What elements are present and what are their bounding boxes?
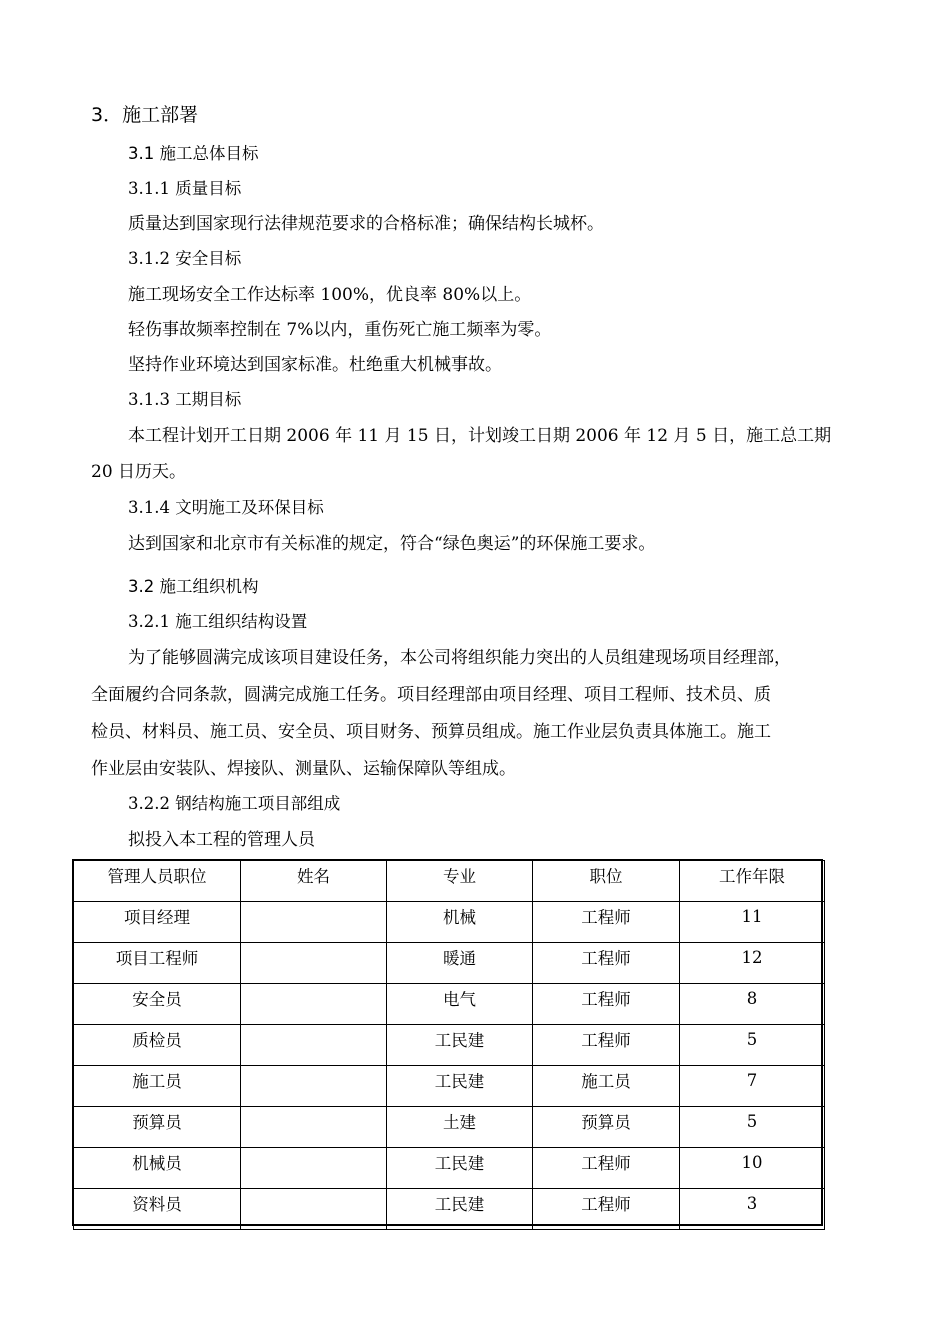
cell-years: 8 xyxy=(680,984,825,1025)
cell-specialty: 电气 xyxy=(387,984,533,1025)
table-row xyxy=(74,984,825,1025)
cell-position: 安全员 xyxy=(74,984,241,1025)
cell-name xyxy=(241,1066,387,1107)
cell-name xyxy=(241,943,387,984)
paragraph-staff-intro: 拟投入本工程的管理人员 xyxy=(128,830,315,850)
cell-years: 3 xyxy=(680,1189,825,1230)
cell-position: 预算员 xyxy=(74,1107,241,1148)
heading-3-2-2: 3.2.2 钢结构施工项目部组成 xyxy=(128,794,341,813)
table-row xyxy=(74,1107,825,1148)
cell-title: 工程师 xyxy=(533,943,680,984)
staff-table xyxy=(73,860,825,1230)
heading-3-2-1: 3.2.1 施工组织结构设置 xyxy=(128,612,308,631)
cell-name xyxy=(241,902,387,943)
cell-title: 工程师 xyxy=(533,984,680,1025)
cell-position: 资料员 xyxy=(74,1189,241,1230)
cell-title: 工程师 xyxy=(533,1189,680,1230)
subsection-3-1-title: 3.1 施工总体目标 xyxy=(128,144,259,163)
paragraph-safety-3: 坚持作业环境达到国家标准。杜绝重大机械事故。 xyxy=(128,355,502,375)
cell-years: 10 xyxy=(680,1148,825,1189)
cell-title: 施工员 xyxy=(533,1066,680,1107)
cell-specialty: 暖通 xyxy=(387,943,533,984)
paragraph-org-3: 检员、材料员、施工员、安全员、项目财务、预算员组成。施工作业层负责具体施工。施工 xyxy=(91,722,771,742)
table-row xyxy=(74,902,825,943)
header-years: 工作年限 xyxy=(680,861,825,902)
cell-specialty: 工民建 xyxy=(387,1148,533,1189)
table-row xyxy=(74,1066,825,1107)
cell-name xyxy=(241,1189,387,1230)
cell-title: 工程师 xyxy=(533,902,680,943)
paragraph-quality: 质量达到国家现行法律规范要求的合格标准；确保结构长城杯。 xyxy=(128,214,604,234)
cell-specialty: 机械 xyxy=(387,902,533,943)
table-row xyxy=(74,1025,825,1066)
table-row xyxy=(74,1148,825,1189)
table-row xyxy=(74,1189,825,1230)
header-position: 管理人员职位 xyxy=(74,861,241,902)
cell-name xyxy=(241,1148,387,1189)
paragraph-org-2: 全面履约合同条款，圆满完成施工任务。项目经理部由项目经理、项目工程师、技术员、质 xyxy=(91,685,771,705)
section-title: 3．施工部署 xyxy=(91,104,199,126)
cell-specialty: 工民建 xyxy=(387,1066,533,1107)
heading-3-1-2: 3.1.2 安全目标 xyxy=(128,249,242,268)
cell-years: 5 xyxy=(680,1025,825,1066)
cell-position: 施工员 xyxy=(74,1066,241,1107)
paragraph-org-1: 为了能够圆满完成该项目建设任务，本公司将组织能力突出的人员组建现场项目经理部， xyxy=(128,648,791,668)
cell-title: 预算员 xyxy=(533,1107,680,1148)
cell-title: 工程师 xyxy=(533,1148,680,1189)
cell-years: 11 xyxy=(680,902,825,943)
paragraph-schedule-2: 20 日历天。 xyxy=(91,462,187,482)
heading-3-1-1: 3.1.1 质量目标 xyxy=(128,179,242,198)
table-row xyxy=(74,943,825,984)
paragraph-org-4: 作业层由安装队、焊接队、测量队、运输保障队等组成。 xyxy=(91,759,516,779)
cell-position: 项目工程师 xyxy=(74,943,241,984)
subsection-3-2-title: 3.2 施工组织机构 xyxy=(128,577,259,596)
cell-name xyxy=(241,1107,387,1148)
heading-3-1-3: 3.1.3 工期目标 xyxy=(128,390,242,409)
cell-position: 质检员 xyxy=(74,1025,241,1066)
cell-specialty: 工民建 xyxy=(387,1189,533,1230)
cell-specialty: 工民建 xyxy=(387,1025,533,1066)
cell-years: 5 xyxy=(680,1107,825,1148)
cell-name xyxy=(241,1025,387,1066)
cell-position: 项目经理 xyxy=(74,902,241,943)
cell-title: 工程师 xyxy=(533,1025,680,1066)
header-name: 姓名 xyxy=(241,861,387,902)
cell-specialty: 土建 xyxy=(387,1107,533,1148)
header-title: 职位 xyxy=(533,861,680,902)
cell-name xyxy=(241,984,387,1025)
paragraph-schedule-1: 本工程计划开工日期 2006 年 11 月 15 日，计划竣工日期 2006 年 12 月 5 日，施工总工期 xyxy=(128,426,832,446)
cell-years: 7 xyxy=(680,1066,825,1107)
table-header-row xyxy=(74,861,825,902)
paragraph-safety-2: 轻伤事故频率控制在 7%以内，重伤死亡施工频率为零。 xyxy=(128,320,552,340)
header-specialty: 专业 xyxy=(387,861,533,902)
heading-3-1-4: 3.1.4 文明施工及环保目标 xyxy=(128,498,324,517)
paragraph-environment: 达到国家和北京市有关标准的规定，符合“绿色奥运”的环保施工要求。 xyxy=(128,534,656,554)
cell-years: 12 xyxy=(680,943,825,984)
cell-position: 机械员 xyxy=(74,1148,241,1189)
paragraph-safety-1: 施工现场安全工作达标率 100%，优良率 80%以上。 xyxy=(128,285,532,305)
